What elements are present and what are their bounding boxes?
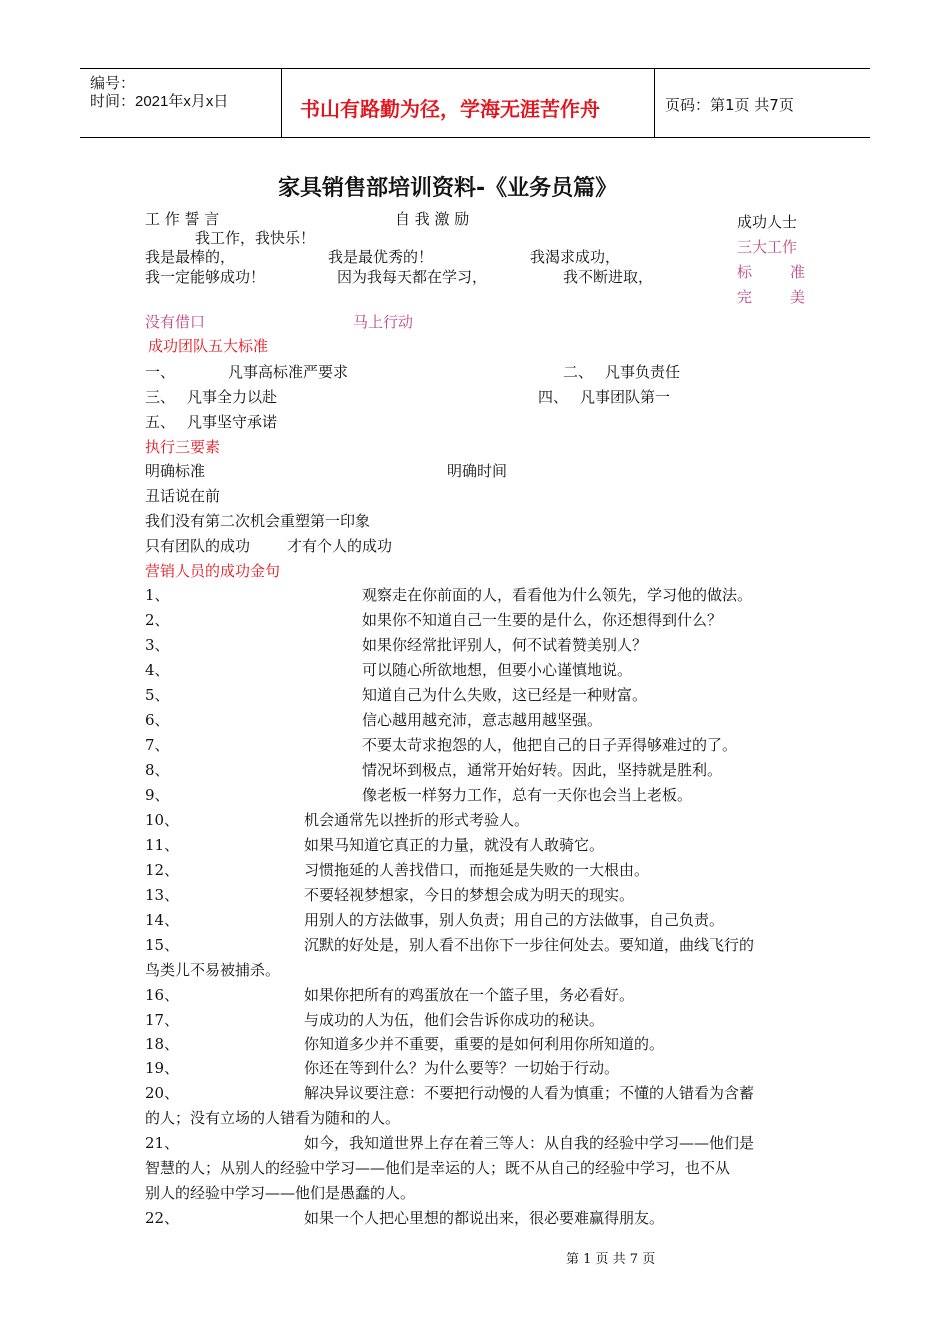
slogan-no-excuse: 没有借口 [145, 313, 206, 331]
quote-number: 21、 [145, 1134, 180, 1152]
side-line-2: 三大工作 [737, 238, 798, 256]
quote-text: 如果你不知道自己一生要的是什么，你还想得到什么？ [362, 611, 723, 629]
quote-number: 3、 [145, 636, 170, 654]
quote-number: 12、 [145, 861, 180, 879]
oath-line-2b: 我是最优秀的！ [328, 248, 434, 266]
oath-line-1: 我工作，我快乐！ [195, 229, 316, 247]
quote-number: 6、 [145, 711, 170, 729]
quote-text: 用别人的方法做事，别人负责；用自己的方法做事，自己负责。 [304, 911, 725, 929]
execution-heading: 执行三要素 [145, 438, 221, 456]
quote-text: 如果你把所有的鸡蛋放在一个篮子里，务必看好。 [304, 986, 635, 1004]
oath-line-3c: 我不断进取， [563, 268, 654, 286]
quote-text: 不要轻视梦想家，今日的梦想会成为明天的现实。 [304, 886, 635, 904]
quote-text: 可以随心所欲地想，但要小心谨慎地说。 [362, 661, 633, 679]
header-page-info: 页码：第1页 共7页 [665, 96, 794, 114]
quote-text: 沉默的好处是，别人看不出你下一步往何处去。要知道，曲线飞行的 [304, 936, 755, 954]
team-standards-heading: 成功团队五大标准 [148, 337, 269, 355]
exec-personal-success: 才有个人的成功 [287, 537, 393, 555]
quote-text: 如果你经常批评别人，何不试着赞美别人？ [362, 636, 648, 654]
quote-number: 17、 [145, 1011, 180, 1029]
exec-ugly-first: 丑话说在前 [145, 487, 221, 505]
quote-text: 像老板一样努力工作，总有一天你也会当上老板。 [362, 786, 693, 804]
standard-1: 凡事高标准严要求 [228, 363, 349, 381]
quote-number: 5、 [145, 686, 170, 704]
header-divider-right [654, 69, 655, 137]
quote-text: 与成功的人为伍，他们会告诉你成功的秘诀。 [304, 1011, 605, 1029]
date-line: 时间：2021年x月x日 [90, 93, 229, 110]
quote-number: 18、 [145, 1035, 180, 1053]
quote-number: 11、 [145, 836, 180, 854]
standard-5-number: 五、 [145, 413, 176, 431]
quote-text: 解决异议要注意：不要把行动慢的人看为慎重；不懂的人错看为含蓄 [304, 1084, 755, 1102]
quote-text: 你知道多少并不重要，重要的是如何利用你所知道的。 [304, 1035, 665, 1053]
standard-3-number: 三、 [145, 388, 176, 406]
quote-text: 知道自己为什么失败，这已经是一种财富。 [362, 686, 648, 704]
quote-continuation: 鸟类儿不易被捕杀。 [145, 961, 281, 979]
quote-text: 不要太苛求抱怨的人，他把自己的日子弄得够难过的了。 [362, 736, 738, 754]
quote-text: 如果一个人把心里想的都说出来，很必要难赢得朋友。 [304, 1209, 665, 1227]
oath-line-3a: 我一定能够成功！ [145, 268, 266, 286]
quote-number: 14、 [145, 911, 180, 929]
side-line-3b: 准 [790, 263, 806, 281]
quote-text: 如今，我知道世界上存在着三等人：从自我的经验中学习——他们是 [304, 1134, 755, 1152]
header-motto: 书山有路勤为径，学海无涯苦作舟 [300, 97, 600, 121]
quote-number: 1、 [145, 586, 170, 604]
quote-text: 你还在等到什么？为什么要等？一切始于行动。 [304, 1059, 620, 1077]
quote-number: 16、 [145, 986, 180, 1004]
document-title: 家具销售部培训资料-《业务员篇》 [278, 176, 618, 201]
quote-number: 4、 [145, 661, 170, 679]
quote-text: 习惯拖延的人善找借口，而拖延是失败的一大根由。 [304, 861, 650, 879]
exec-first-impression: 我们没有第二次机会重塑第一印象 [145, 512, 371, 530]
quote-number: 8、 [145, 761, 170, 779]
quote-number: 7、 [145, 736, 170, 754]
oath-heading: 工 作 誓 言 [145, 210, 220, 228]
exec-team-success: 只有团队的成功 [145, 537, 251, 555]
exec-clear-standard: 明确标准 [145, 462, 206, 480]
quote-number: 13、 [145, 886, 180, 904]
standard-1-number: 一、 [145, 363, 176, 381]
slogan-act-now: 马上行动 [353, 313, 414, 331]
page-footer: 第 1 页 共 7 页 [566, 1252, 656, 1267]
standard-2: 凡事负责任 [605, 363, 681, 381]
header-divider-left [281, 69, 282, 137]
standard-4: 凡事团队第一 [580, 388, 671, 406]
side-line-4b: 美 [790, 288, 806, 306]
quote-number: 10、 [145, 811, 180, 829]
serial-label: 编号： [90, 75, 136, 92]
quote-number: 2、 [145, 611, 170, 629]
oath-line-2c: 我渴求成功， [530, 248, 621, 266]
standard-4-number: 四、 [538, 388, 569, 406]
quote-text: 情况坏到极点，通常开始好转。因此，坚持就是胜利。 [362, 761, 723, 779]
quote-number: 9、 [145, 786, 170, 804]
quote-text: 机会通常先以挫折的形式考验人。 [304, 811, 530, 829]
quote-number: 20、 [145, 1084, 180, 1102]
self-motivation-heading: 自 我 激 励 [395, 210, 470, 228]
oath-line-3b: 因为我每天都在学习， [337, 268, 488, 286]
quotes-heading: 营销人员的成功金句 [145, 562, 281, 580]
quote-text: 观察走在你前面的人，看看他为什么领先，学习他的做法。 [362, 586, 753, 604]
side-line-1: 成功人士 [737, 213, 798, 231]
quote-text: 信心越用越充沛，意志越用越坚强。 [362, 711, 603, 729]
quote-number: 19、 [145, 1059, 180, 1077]
oath-line-2a: 我是最棒的， [145, 248, 236, 266]
quote-continuation: 别人的经验中学习——他们是愚蠢的人。 [145, 1184, 416, 1202]
side-line-3a: 标 [737, 263, 753, 281]
standard-3: 凡事全力以赴 [187, 388, 278, 406]
side-line-4a: 完 [737, 288, 753, 306]
quote-continuation: 的人；没有立场的人错看为随和的人。 [145, 1109, 401, 1127]
standard-2-number: 二、 [563, 363, 594, 381]
quote-number: 22、 [145, 1209, 180, 1227]
standard-5: 凡事坚守承诺 [187, 413, 278, 431]
quote-text: 如果马知道它真正的力量，就没有人敢骑它。 [304, 836, 605, 854]
quote-number: 15、 [145, 936, 180, 954]
exec-clear-time: 明确时间 [447, 462, 508, 480]
quote-continuation: 智慧的人；从别人的经验中学习——他们是幸运的人；既不从自己的经验中学习，也不从 [145, 1159, 731, 1177]
